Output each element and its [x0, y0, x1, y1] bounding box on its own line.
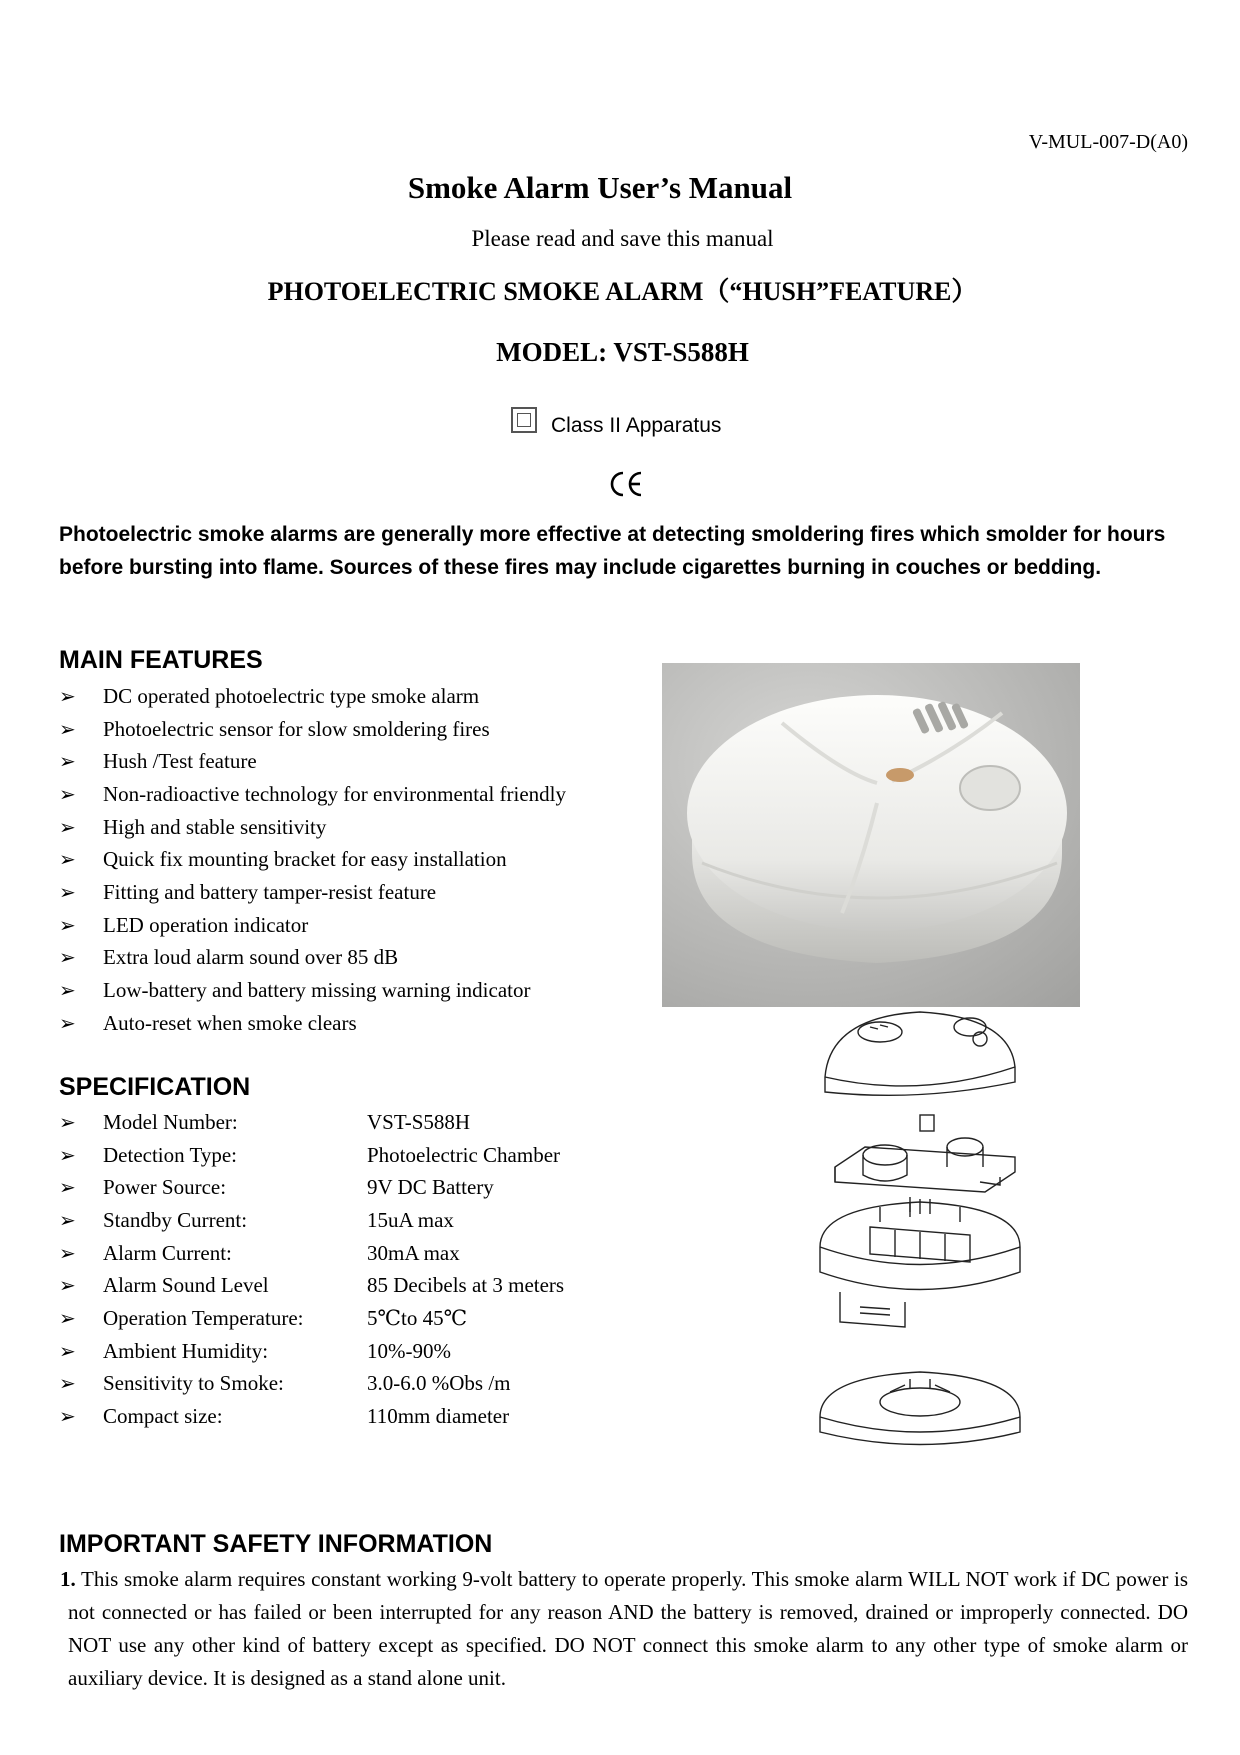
arrow-bullet-icon: ➢ — [59, 1144, 76, 1167]
spec-value: 30mA max — [367, 1240, 460, 1265]
feature-text: High and stable sensitivity — [103, 814, 327, 839]
feature-item — [59, 843, 566, 876]
page-subtitle: Please read and save this manual — [471, 226, 774, 251]
spec-label: Alarm Sound Level — [103, 1273, 269, 1298]
spec-value: VST-S588H — [367, 1109, 471, 1134]
feature-text: Extra loud alarm sound over 85 dB — [103, 945, 399, 970]
spec-label: Standby Current: — [103, 1207, 248, 1232]
document-id: V-MUL-007-D(A0) — [1028, 131, 1188, 153]
feature-item — [59, 876, 566, 909]
main-features-heading: MAIN FEATURES — [59, 646, 263, 674]
feature-item — [59, 974, 566, 1007]
feature-text: Non-radioactive technology for environmental friendly — [103, 781, 567, 806]
feature-text: LED operation indicator — [103, 912, 309, 937]
spec-row — [59, 1204, 564, 1237]
spec-value: Photoelectric Chamber — [367, 1142, 561, 1167]
arrow-bullet-icon: ➢ — [59, 1242, 76, 1265]
feature-text: DC operated photoelectric type smoke alarm — [103, 683, 480, 708]
feature-text: Fitting and battery tamper-resist feature — [103, 879, 437, 904]
arrow-bullet-icon: ➢ — [59, 718, 76, 741]
spec-row — [59, 1269, 564, 1302]
feature-text: Photoelectric sensor for slow smoldering fires — [103, 716, 490, 741]
arrow-bullet-icon: ➢ — [59, 783, 76, 806]
arrow-bullet-icon: ➢ — [59, 1307, 76, 1330]
arrow-bullet-icon: ➢ — [59, 1209, 76, 1232]
arrow-bullet-icon: ➢ — [59, 1275, 76, 1298]
arrow-bullet-icon: ➢ — [59, 1111, 76, 1134]
main-features-list — [59, 680, 566, 1040]
arrow-bullet-icon: ➢ — [59, 914, 76, 937]
class-ii-label — [511, 402, 721, 438]
smoke-alarm-photo — [662, 663, 1080, 1007]
spec-label: Operation Temperature: — [103, 1305, 304, 1330]
arrow-bullet-icon: ➢ — [59, 751, 76, 774]
feature-item — [59, 680, 566, 713]
arrow-bullet-icon: ➢ — [59, 980, 76, 1003]
safety-heading: IMPORTANT SAFETY INFORMATION — [59, 1530, 493, 1558]
class-ii-text: Class II Apparatus — [551, 414, 722, 437]
spec-row — [59, 1237, 564, 1270]
spec-label: Alarm Current: — [103, 1240, 232, 1265]
specification-list — [59, 1106, 564, 1433]
arrow-bullet-icon: ➢ — [59, 947, 76, 970]
arrow-bullet-icon: ➢ — [59, 1340, 76, 1363]
spec-value: 110mm diameter — [367, 1404, 510, 1429]
arrow-bullet-icon: ➢ — [59, 849, 76, 872]
page-title: Smoke Alarm User’s Manual — [407, 170, 793, 205]
spec-label: Sensitivity to Smoke: — [103, 1371, 284, 1396]
feature-item — [59, 713, 566, 746]
spec-label: Model Number: — [103, 1109, 238, 1134]
spec-row — [59, 1171, 564, 1204]
spec-value: 85 Decibels at 3 meters — [367, 1273, 565, 1298]
feature-item — [59, 745, 566, 778]
spec-row — [59, 1400, 564, 1433]
product-headline: PHOTOELECTRIC SMOKE ALARM（“HUSH”FEATURE） — [267, 277, 978, 306]
spec-row — [59, 1368, 564, 1401]
class-ii-icon — [511, 407, 537, 433]
feature-text: Quick fix mounting bracket for easy installation — [103, 847, 507, 872]
spec-value: 15uA max — [367, 1207, 454, 1232]
spec-row — [59, 1139, 564, 1172]
ce-mark-icon — [608, 470, 644, 498]
arrow-bullet-icon: ➢ — [59, 816, 76, 839]
intro-paragraph: Photoelectric smoke alarms are generally more effective at detecting smoldering fires which smolder for hours before bursting into flame. Sources of these fires may include cigarettes burning in couches or bedding. — [59, 523, 1166, 579]
exploded-view-diagram — [810, 1007, 1050, 1467]
arrow-bullet-icon: ➢ — [59, 1373, 76, 1396]
feature-text: Auto-reset when smoke clears — [103, 1010, 357, 1035]
spec-row — [59, 1106, 564, 1139]
feature-item — [59, 942, 566, 975]
spec-label: Detection Type: — [103, 1142, 238, 1167]
arrow-bullet-icon: ➢ — [59, 1406, 76, 1429]
spec-value: 9V DC Battery — [367, 1175, 494, 1200]
spec-row — [59, 1335, 564, 1368]
spec-row — [59, 1302, 564, 1335]
safety-item — [60, 1563, 1188, 1695]
feature-item — [59, 1007, 566, 1040]
safety-item-number: 1. — [60, 1567, 76, 1591]
safety-item-text: This smoke alarm requires constant working 9-volt battery to operate properly. This smoke alarm WILL NOT work if DC power is not connected or has failed or been interrupted for any reason AND the battery is removed, drained or improperly connected. DO NOT use any other kind of battery except as specified. DO NOT connect this smoke alarm to any other type of smoke alarm or auxiliary device. It is designed as a stand alone unit. — [68, 1567, 1188, 1690]
spec-value: 10%-90% — [367, 1338, 451, 1363]
specification-heading: SPECIFICATION — [59, 1073, 251, 1101]
model-heading: MODEL: VST-S588H — [496, 337, 749, 367]
feature-item — [59, 811, 566, 844]
arrow-bullet-icon: ➢ — [59, 685, 76, 708]
feature-item — [59, 778, 566, 811]
safety-list — [60, 1563, 1188, 1695]
spec-label: Compact size: — [103, 1404, 223, 1429]
spec-value: 5℃to 45℃ — [367, 1305, 468, 1330]
spec-label: Ambient Humidity: — [103, 1338, 269, 1363]
feature-item — [59, 909, 566, 942]
feature-text: Hush /Test feature — [103, 749, 257, 774]
arrow-bullet-icon: ➢ — [59, 1012, 76, 1035]
feature-text: Low-battery and battery missing warning indicator — [103, 978, 531, 1003]
spec-value: 3.0-6.0 %Obs /m — [367, 1371, 511, 1396]
arrow-bullet-icon: ➢ — [59, 1177, 76, 1200]
spec-label: Power Source: — [103, 1175, 227, 1200]
arrow-bullet-icon: ➢ — [59, 881, 76, 904]
